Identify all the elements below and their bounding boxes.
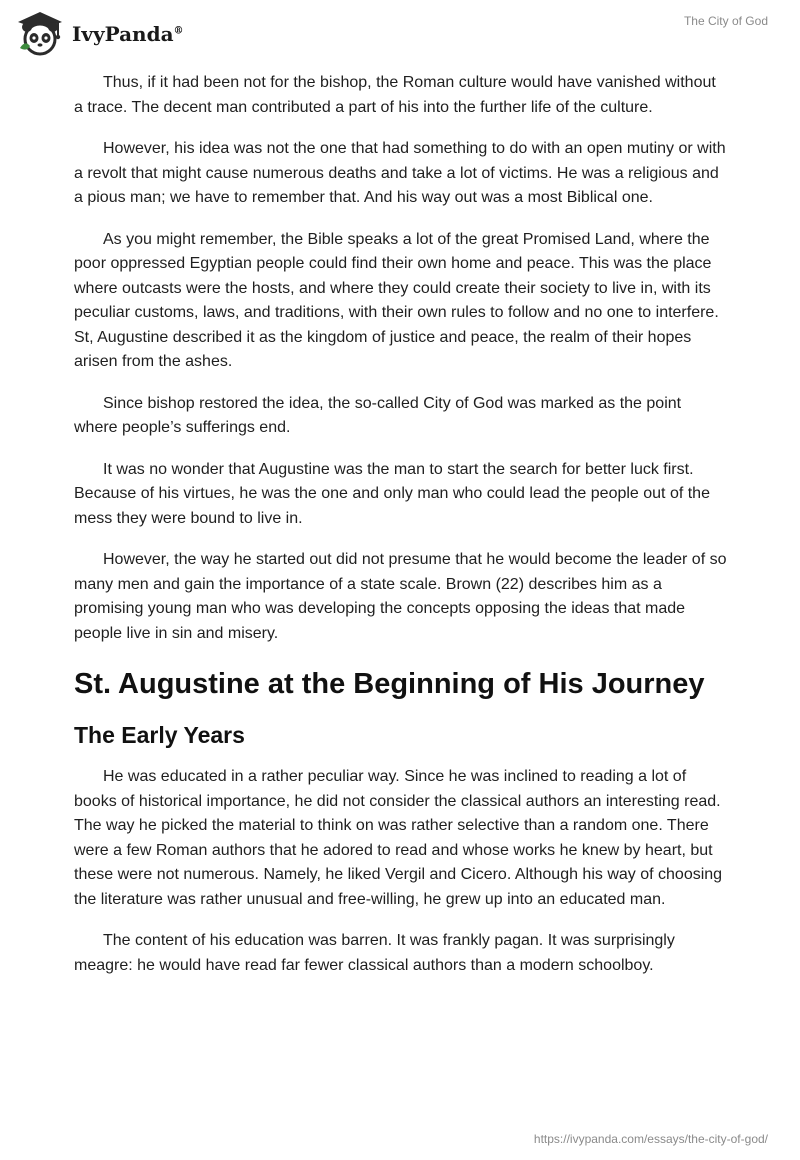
paragraph: However, his idea was not the one that had something to do with an open mutiny or with a revolt that might cause numerous deaths and take a lot of victims. He was a religious and a pious man; we have to remember that. And his way out was a most Biblical one. bbox=[74, 140, 726, 206]
paragraph: It was no wonder that Augustine was the man to start the search for better luck first. Because of his virtues, he was the one and only man who could lead the people out of the mess they were bound to live in. bbox=[74, 460, 710, 527]
paragraph: Since bishop restored the idea, the so-called City of God was marked as the point where people’s sufferings end. bbox=[74, 394, 682, 436]
page-header bbox=[0, 0, 800, 60]
document-title: The City of God bbox=[683, 14, 768, 28]
essay-body bbox=[74, 71, 728, 995]
paragraph: The content of his education was barren. It was frankly pagan. It was surprisingly meagre: he would have read far fewer classical authors than a modern schoolboy. bbox=[74, 932, 675, 974]
subsection-heading: The Early Years bbox=[74, 722, 245, 748]
logo-text: IvyPanda® bbox=[72, 22, 184, 46]
panda-graduation-cap-icon bbox=[14, 8, 66, 56]
ivypanda-logo[interactable] bbox=[14, 8, 184, 56]
paragraph: He was educated in a rather peculiar way. Since he was inclined to reading a lot of books of historical importance, he did not consider the classical authors an interesting read. The way he picked the material to think on was rather selective than a random one. There were a few Roman authors that he adored to read and whose works he knew by heart, but these were not numerous. Namely, he liked Vergil and Cicero. Although his way of choosing the literature was rather unusual and free-willing, he grew up into an educated man. bbox=[74, 768, 723, 908]
source-url[interactable]: https://ivypanda.com/essays/the-city-of-god/ bbox=[533, 1132, 768, 1146]
paragraph: Thus, if it had been not for the bishop, the Roman culture would have vanished without a trace. The decent man contributed a part of his into the further life of the culture. bbox=[74, 74, 716, 116]
paragraph: However, the way he started out did not presume that he would become the leader of so many men and gain the importance of a state scale. Brown (22) describes him as a promising young man who was developing the concepts opposing the ideas that made people live in sin and misery. bbox=[74, 551, 727, 642]
paragraph: As you might remember, the Bible speaks a lot of the great Promised Land, where the poor oppressed Egyptian people could find their own home and peace. This was the place where outcasts were the hosts, and where they could create their society to live in, with its peculiar customs, laws, and traditions, with their own rules to follow and no one to interfere. St, Augustine described it as the kingdom of justice and peace, the realm of their hopes arisen from the ashes. bbox=[74, 230, 719, 370]
section-heading: St. Augustine at the Beginning of His Journey bbox=[74, 668, 705, 700]
